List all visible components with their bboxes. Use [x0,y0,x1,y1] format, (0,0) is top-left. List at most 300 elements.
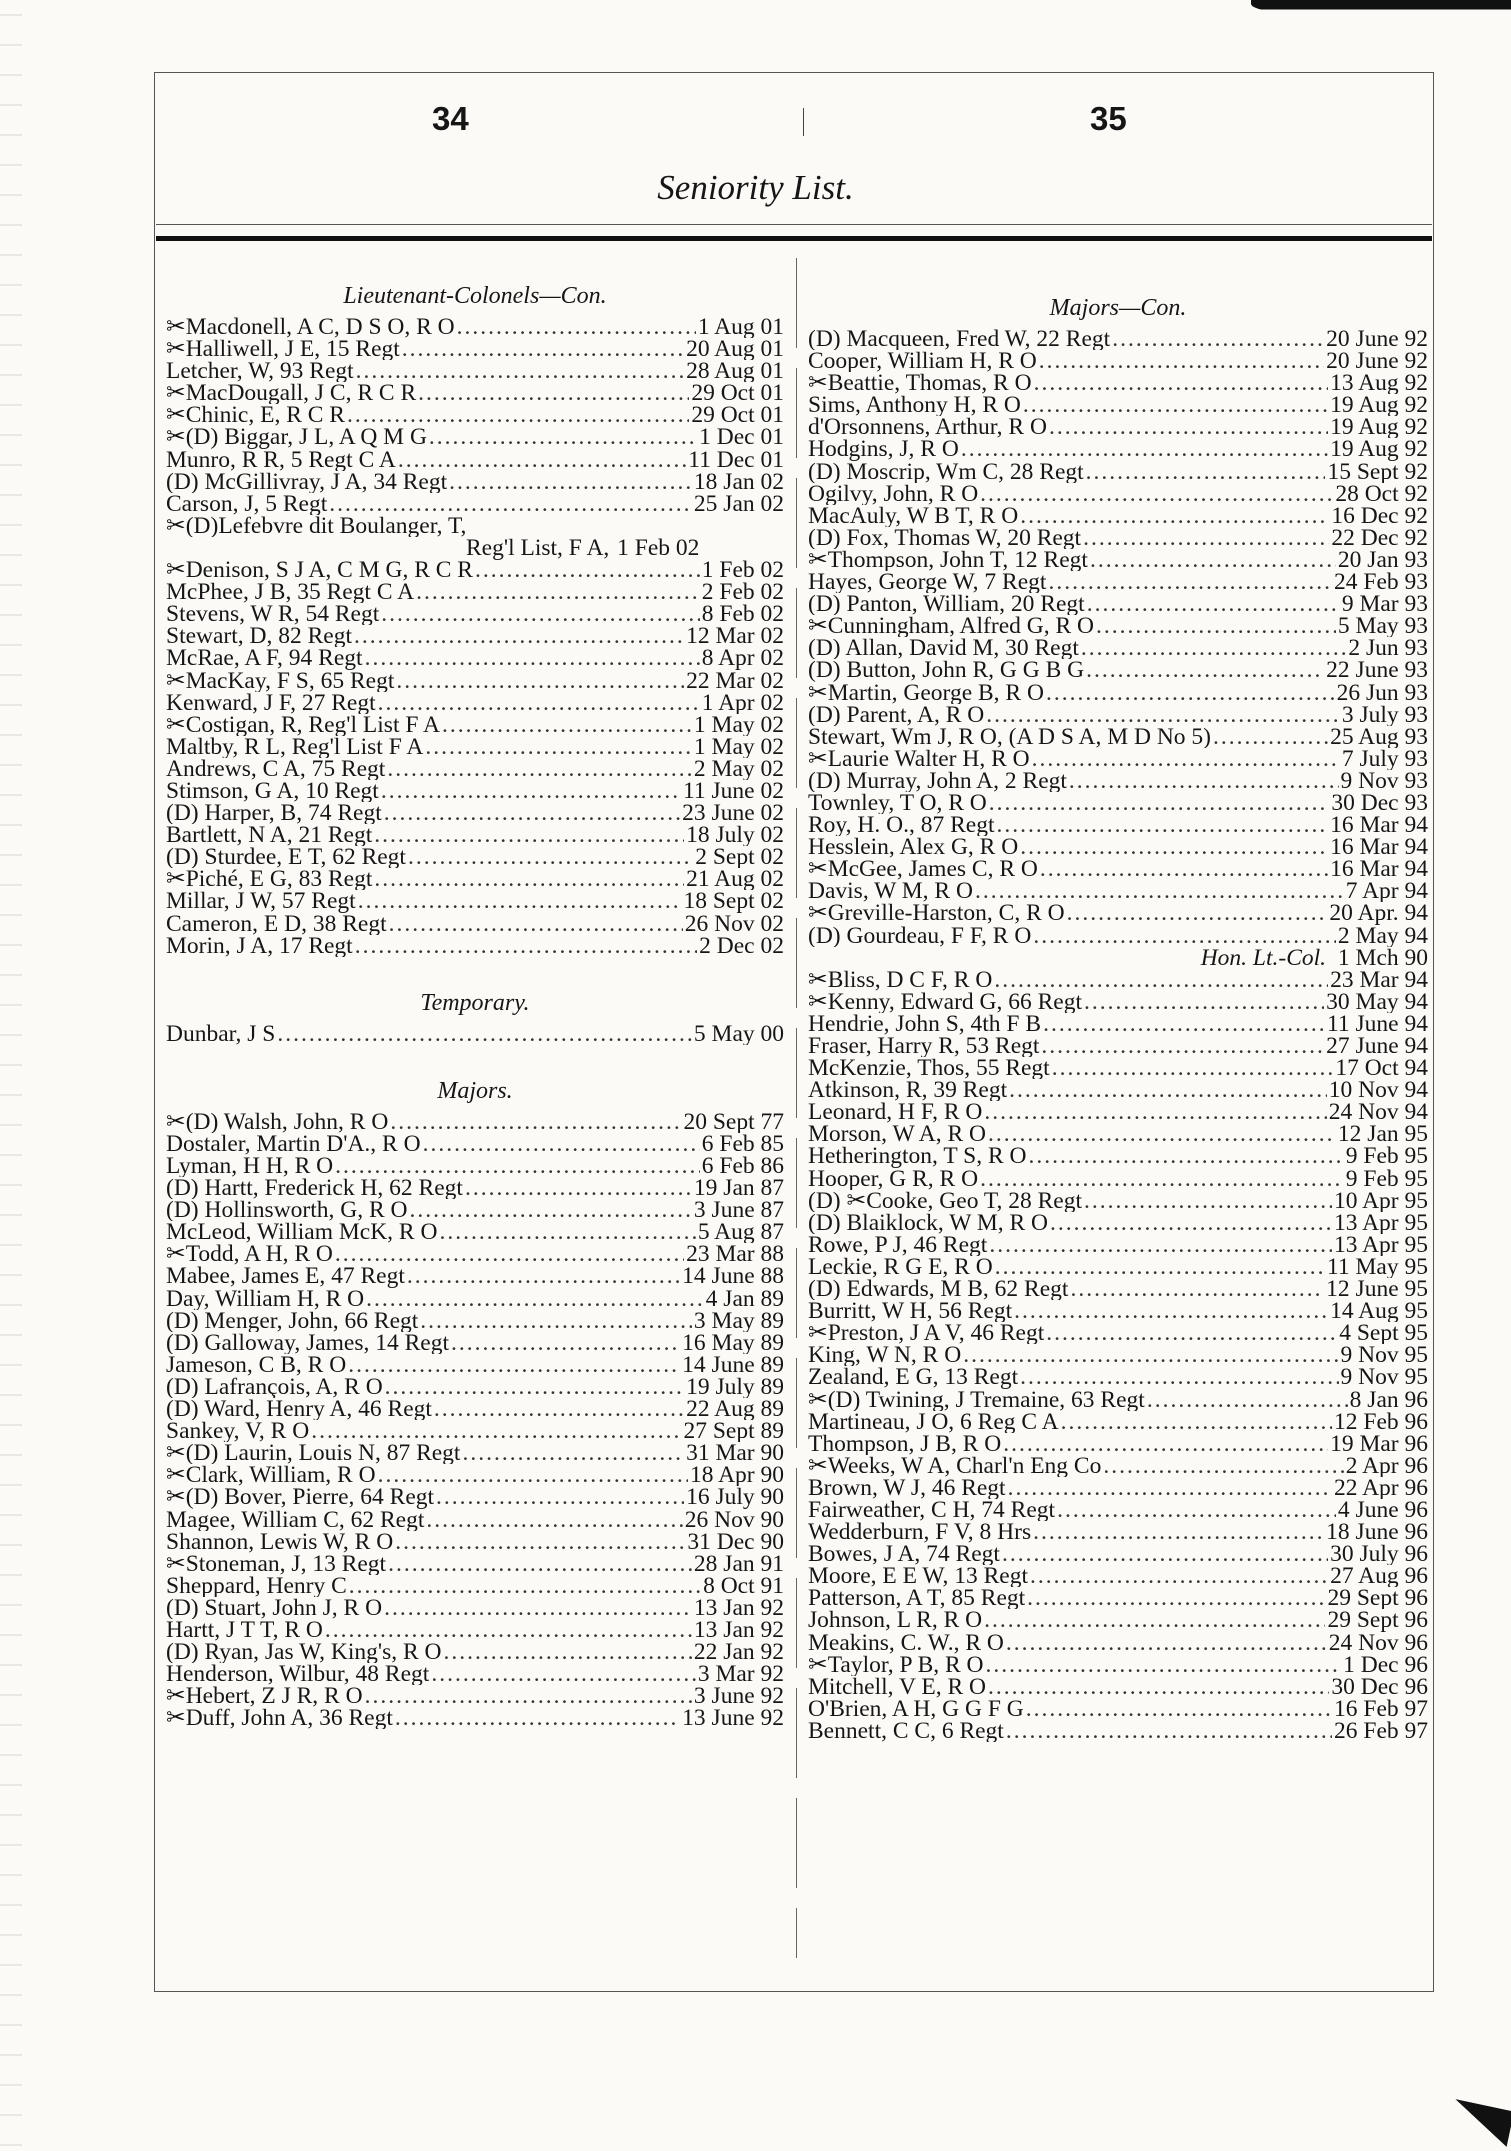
list-entry [166,692,784,714]
entry-name: Leckie, R G E, R O [808,1255,993,1279]
entry-name: (D) Parent, A, R O [808,703,985,726]
entry-name: ✂Halliwell, J E, 15 Regt [166,338,400,361]
section-heading-majors-continued: Majors—Con. [1049,295,1187,321]
list-entry [166,1597,784,1619]
entry-name: Mitchell, V E, R O [808,1675,986,1698]
entry-name: ✂Taylor, P B, R O [808,1653,984,1676]
leader-dots [1002,1543,1328,1565]
list-entry [166,780,784,802]
entry-date: 18 Apr 90 [690,1464,784,1487]
list-entry [808,880,1428,902]
entry-date: 14 Aug 95 [1330,1300,1428,1323]
entry-date: 20 Apr. 94 [1329,902,1428,925]
list-entry [808,1278,1428,1300]
list-entry [166,1663,784,1685]
entry-name: ✂Costigan, R, Reg'l List F A [166,713,440,736]
entry-name: Atkinson, R, 39 Regt [808,1079,1008,1102]
column-divider [796,258,797,1958]
list-entry [166,1486,784,1508]
leader-dots [1213,726,1328,748]
list-entry [166,1685,784,1707]
entry-name: Dunbar, J S [166,1022,276,1045]
leader-dots [1084,1190,1332,1212]
list-entry [808,1411,1428,1433]
list-entry [808,704,1428,726]
entry-name: MacAuly, W B T, R O [808,504,1019,527]
entry-name: Jameson, C B, R O [166,1353,347,1376]
leader-dots [356,360,684,382]
list-entry [166,625,784,647]
leader-dots [1050,1212,1332,1234]
list-entry [166,1553,784,1575]
entry-date: 3 June 92 [693,1685,784,1708]
leader-dots [378,692,700,714]
leader-dots [311,1420,681,1442]
entry-name: (D) Ryan, Jas W, King's, R O [166,1641,442,1664]
entry-date: 10 Nov 94 [1328,1079,1428,1102]
entry-date: 26 Nov 02 [684,912,784,935]
leader-dots [980,483,1333,505]
entry-date: 2 May 02 [693,757,784,780]
leader-dots [1067,902,1328,924]
entry-date: 7 July 93 [1341,747,1428,770]
entry-name: ✂Stoneman, J, 13 Regt [166,1552,387,1575]
entry-date: 18 July 02 [686,824,784,847]
entry-name: Dostaler, Martin D'A., R O [166,1132,421,1155]
list-entry [808,416,1428,438]
leader-dots [1049,416,1328,438]
list-entry [808,372,1428,394]
entry-name: Hesslein, Alex G, R O [808,836,1019,859]
leader-dots [1008,1477,1332,1499]
leader-dots [462,1442,684,1464]
entry-date: 7 Apr 94 [1345,880,1428,903]
leader-dots [398,449,686,471]
entry-name: Hartt, J T T, R O [166,1618,323,1642]
list-entry [808,1101,1428,1123]
list-entry [808,1477,1428,1499]
leader-dots [1030,1565,1328,1587]
entry-date: 22 Dec 92 [1331,526,1428,549]
hon-rank-date: 1 Mch 90 [1337,944,1428,971]
entry-name: Sankey, V, R O [166,1420,310,1443]
entry-date: 1 May 02 [693,735,784,758]
entry-name: ✂(D)Lefebvre dit Boulanger, T, [166,514,467,537]
entry-name: Thompson, J B, R O [808,1432,1002,1455]
list-entry [808,1079,1428,1101]
leader-dots [1090,549,1336,571]
leader-dots [429,426,697,448]
leader-dots [366,1288,704,1310]
list-entry [166,1398,784,1420]
list-entry [808,726,1428,748]
entry-name: Patterson, A T, 85 Regt [808,1587,1026,1610]
entry-date: 9 Mar 93 [1341,593,1428,616]
list-entry [166,1177,784,1199]
entry-date: 2 Apr 96 [1345,1454,1428,1477]
entry-date: 19 Aug 92 [1330,394,1428,417]
entry-date: 30 Dec 93 [1331,791,1428,815]
list-entry [808,1499,1428,1521]
list-entry [166,1707,784,1729]
entry-date: 11 Dec 01 [688,448,784,471]
leader-dots [986,704,1340,726]
entry-date: 12 Jan 95 [1337,1123,1428,1146]
entry-name: ✂Denison, S J A, C M G, R C R [166,559,473,582]
leader-dots [390,1111,681,1133]
leader-dots [425,736,692,758]
leader-dots [980,1168,1344,1190]
leader-dots [1039,350,1324,372]
leader-dots [381,780,681,802]
entry-name: (D) Macqueen, Fred W, 22 Regt [808,328,1111,351]
entry-name: ✂Beattie, Thomas, R O [808,372,1032,395]
page-number-left: 34 [432,100,469,137]
list-entry [166,1221,784,1243]
entry-date: 14 June 88 [682,1265,784,1288]
leader-dots [1040,858,1328,880]
entry-date: 23 Mar 88 [686,1243,784,1266]
leader-dots [384,1597,692,1619]
leader-dots [1009,1079,1327,1101]
list-entry [166,1243,784,1265]
entry-name: Ogilvy, John, R O [808,482,979,505]
list-entry [166,449,784,471]
entry-date: 24 Feb 93 [1334,571,1428,594]
entry-name: (D) Panton, William, 20 Regt [808,593,1085,616]
list-entry [808,1632,1428,1654]
entry-name-continued: Reg'l List, F A, [466,534,610,561]
entry-name: Magee, William C, 62 Regt [166,1508,425,1531]
entry-date: 22 June 93 [1326,659,1428,682]
entry-date: 4 Jan 89 [705,1287,784,1310]
leader-dots [355,935,697,957]
entry-date: 24 Nov 94 [1328,1101,1428,1124]
entry-name: ✂Todd, A H, R O [166,1243,333,1266]
entry-date: 28 Aug 01 [686,360,784,383]
list-entry [808,1389,1428,1411]
leader-dots [989,792,1330,814]
entry-name: Lyman, H H, R O [166,1155,334,1178]
list-entry [166,1023,784,1045]
entry-name: ✂(D) Bover, Pierre, 64 Regt [166,1486,435,1509]
leader-dots [1043,1013,1325,1035]
entry-date: 17 Oct 94 [1335,1057,1428,1080]
entry-date: 1 Dec 01 [699,426,784,449]
leader-dots [1033,1521,1324,1543]
entry-date: 29 Sept 96 [1327,1609,1428,1632]
entry-date: 26 Jun 93 [1336,681,1428,704]
leader-dots [354,625,684,647]
entry-date: 3 July 93 [1341,703,1428,726]
entry-name: ✂McGee, James C, R O [808,858,1038,881]
entry-name: Hayes, George W, 7 Regt [808,571,1047,594]
leader-dots [1014,1300,1328,1322]
entry-name: Hodgins, J, R O [808,438,959,461]
entry-name: (D) Hartt, Frederick H, 62 Regt [166,1177,463,1200]
entry-date: 11 June 94 [1327,1012,1428,1035]
entry-date: 12 Mar 02 [686,625,784,648]
entry-name: ✂Martin, George B, R O [808,681,1044,704]
entry-date: 16 July 90 [686,1486,784,1509]
entry-name: Johnson, L R, R O [808,1609,983,1632]
entry-date: 25 Aug 93 [1330,725,1428,748]
list-entry [808,1256,1428,1278]
entry-name: ✂MacKay, F S, 65 Regt [166,669,395,692]
entry-date: 1 Aug 01 [697,316,784,339]
list-entry [166,382,784,404]
list-entry [166,316,784,338]
leader-dots [358,890,682,912]
list-entry [166,1265,784,1287]
entry-date: 20 Aug 01 [686,338,784,361]
entry-name: Leonard, H F, R O [808,1101,983,1124]
entry-date: 6 Feb 85 [701,1132,784,1155]
leader-dots [1096,615,1336,637]
entry-name: McRae, A F, 94 Regt [166,647,363,670]
entry-date: 16 Feb 97 [1334,1697,1428,1720]
entry-date: 8 Jan 96 [1349,1388,1428,1411]
leader-dots [396,670,684,692]
lt-colonels-list [166,316,784,515]
entry-name: (D) Button, John R, G G B G [808,659,1085,682]
leader-dots [385,1376,684,1398]
entry-name: (D) Galloway, James, 14 Regt [166,1331,450,1354]
entry-name: McPhee, J B, 35 Regt C A [166,581,415,604]
list-entry [808,461,1428,483]
list-entry [166,890,784,912]
leader-dots [963,1344,1338,1366]
entry-name: Letcher, W, 93 Regt [166,360,354,383]
leader-dots [349,1575,701,1597]
leader-dots [1048,571,1332,593]
entry-date: 20 June 92 [1326,328,1428,351]
right-column [808,276,1428,1742]
leader-dots [426,1509,682,1531]
list-entry [808,1521,1428,1543]
title-thick-rule [156,236,1432,241]
leader-dots [1103,1455,1343,1477]
list-entry [808,1322,1428,1344]
leader-dots [389,913,683,935]
majors-list [166,1111,784,1730]
entry-date: 13 June 92 [682,1707,784,1730]
leader-dots [365,647,700,669]
entry-date: 22 Aug 89 [686,1398,784,1421]
entry-name: Roy, H. O., 87 Regt [808,814,995,837]
entry-name: (D) Allan, David M, 30 Regt [808,637,1079,660]
entry-date: 12 Feb 96 [1334,1410,1428,1433]
list-entry [808,858,1428,880]
entry-date: 29 Sept 96 [1327,1587,1428,1610]
entry-name: (D) Fox, Thomas W, 20 Regt [808,526,1082,549]
entry-date: 5 Aug 87 [697,1221,784,1244]
entry-date: 9 Nov 93 [1340,769,1428,792]
entry-date: 13 Apr 95 [1334,1233,1428,1256]
entry-name: Meakins, C. W., R O [808,1631,1004,1654]
leader-dots [1026,1698,1332,1720]
leader-dots [416,581,700,603]
list-entry [808,571,1428,593]
entry-name: Morson, W A, R O [808,1123,987,1146]
list-entry [808,1212,1428,1234]
list-entry [808,682,1428,704]
leader-dots [335,1155,700,1177]
entry-date: 2 May 94 [1337,924,1428,947]
list-entry [808,505,1428,527]
entry-name: ✂Greville-Harston, C, R O [808,902,1065,925]
entry-name: ✂Piché, E G, 83 Regt [166,868,373,891]
entry-name: ✂Weeks, W A, Charl'n Eng Co [808,1454,1102,1477]
leader-dots [1061,1411,1332,1433]
entry-date: 2 Dec 02 [699,934,784,957]
entry-name: Martineau, J O, 6 Reg C A [808,1410,1059,1433]
leader-dots [1027,1587,1325,1609]
entry-date: 1 Apr 02 [701,691,784,714]
entry-name: Fraser, Harry R, 53 Regt [808,1035,1040,1058]
entry-date: 1 Feb 02 [617,534,700,561]
entry-name: ✂Thompson, John T, 12 Regt [808,548,1088,572]
entry-name: (D) Menger, John, 66 Regt [166,1309,419,1332]
lt-colonels-list-continued [166,559,784,957]
list-entry [166,1288,784,1310]
list-entry [808,1366,1428,1388]
scan-corner-top [1251,0,1511,16]
leader-dots [1057,1499,1336,1521]
entry-name: Burritt, W H, 56 Regt [808,1300,1013,1323]
entry-date: 25 Jan 02 [693,492,784,515]
entry-date: 8 Apr 02 [701,647,784,670]
entry-name: ✂Bliss, D C F, R O [808,968,993,991]
list-entry [166,736,784,758]
list-entry [166,647,784,669]
list-entry [808,1145,1428,1167]
list-entry [808,1543,1428,1565]
entry-name: ✂Laurie Walter H, R O [808,747,1030,770]
entry-name: ✂(D) Walsh, John, R O [166,1110,389,1133]
leader-dots [374,824,684,846]
section-heading-temporary: Temporary. [420,989,530,1016]
list-entry [166,846,784,868]
entry-date: 30 May 94 [1326,990,1428,1013]
entry-date: 5 May 93 [1337,615,1428,638]
entry-name: (D) Murray, John A, 2 Regt [808,769,1067,792]
list-entry [808,1123,1428,1145]
entry-name: Moore, E E W, 13 Regt [808,1565,1028,1588]
leader-dots [423,1133,700,1155]
temporary-list [166,1023,784,1045]
list-entry [808,1455,1428,1477]
entry-name: Stewart, D, 82 Regt [166,625,353,648]
entry-name: McLeod, William McK, R O [166,1221,438,1244]
leader-dots [1147,1389,1348,1411]
list-entry [166,758,784,780]
leader-dots [410,1199,692,1221]
entry-name: Hooper, G R, R O [808,1167,979,1190]
leader-dots [329,493,692,515]
list-entry [808,394,1428,416]
leader-dots [395,1531,685,1553]
leader-dots [1033,925,1336,947]
leader-dots [1069,770,1339,792]
leader-dots [1052,1057,1334,1079]
entry-date: 28 Jan 91 [693,1552,784,1575]
entry-date: 20 Jan 93 [1337,548,1428,572]
scan-corner-bottom [1448,2099,1511,2147]
list-entry [808,902,1428,924]
leader-dots [431,1663,696,1685]
list-entry [166,1310,784,1332]
entry-name: (D) Hollinsworth, G, R O [166,1199,408,1222]
entry-name: (D) Moscrip, Wm C, 28 Regt [808,460,1084,483]
list-entry [808,991,1428,1013]
entry-name: ✂Hebert, Z J R, R O [166,1685,363,1708]
list-entry [166,935,784,957]
list-entry [808,836,1428,858]
entry-name: Townley, T O, R O [808,791,987,815]
leader-dots [961,438,1328,460]
list-entry [166,1354,784,1376]
entry-date: 8 Feb 02 [701,603,784,626]
entry-date: 23 Mar 94 [1330,968,1428,991]
entry-date: 1 Dec 96 [1343,1653,1428,1676]
entry-date: 30 July 96 [1330,1543,1428,1566]
list-entry [808,969,1428,991]
leader-dots [347,404,689,426]
list-entry [808,615,1428,637]
entry-name: ✂Kenny, Edward G, 66 Regt [808,990,1083,1013]
entry-date: 3 June 87 [693,1199,784,1222]
list-entry [166,1199,784,1221]
list-entry [808,1035,1428,1057]
leader-dots [402,338,684,360]
entry-date: 1 Feb 02 [701,559,784,582]
entry-name: (D) Sturdee, E T, 62 Regt [166,846,406,869]
leader-dots [407,1265,680,1287]
leader-dots [1034,372,1329,394]
leader-dots [975,880,1344,902]
left-column [166,276,784,1729]
entry-date: 3 May 89 [693,1309,784,1332]
leader-dots [365,1685,692,1707]
entry-name: ✂Chinic, E, R C R [166,404,345,427]
entry-date: 16 Mar 94 [1330,858,1428,881]
list-entry [166,471,784,493]
entry-date: 2 Feb 02 [701,581,784,604]
list-entry [808,438,1428,460]
entry-name: McKenzie, Thos, 55 Regt [808,1057,1050,1080]
leader-dots [1112,328,1324,350]
list-entry [166,1376,784,1398]
list-entry [166,1641,784,1663]
list-entry [166,1332,784,1354]
list-entry [808,1190,1428,1212]
list-entry [808,659,1428,681]
leader-dots [420,1310,692,1332]
entry-name: Cameron, E D, 38 Regt [166,912,387,935]
list-entry [166,1619,784,1641]
entry-date: 10 Apr 95 [1334,1189,1428,1212]
list-entry [166,1420,784,1442]
entry-name: Andrews, C A, 75 Regt [166,757,386,780]
leader-dots [984,1101,1326,1123]
entry-date: 11 May 95 [1327,1255,1428,1279]
entry-date: 26 Nov 90 [684,1508,784,1531]
entry-name: Cooper, William H, R O [808,350,1037,373]
list-entry [808,1676,1428,1698]
list-entry [808,1565,1428,1587]
list-entry [808,814,1428,836]
